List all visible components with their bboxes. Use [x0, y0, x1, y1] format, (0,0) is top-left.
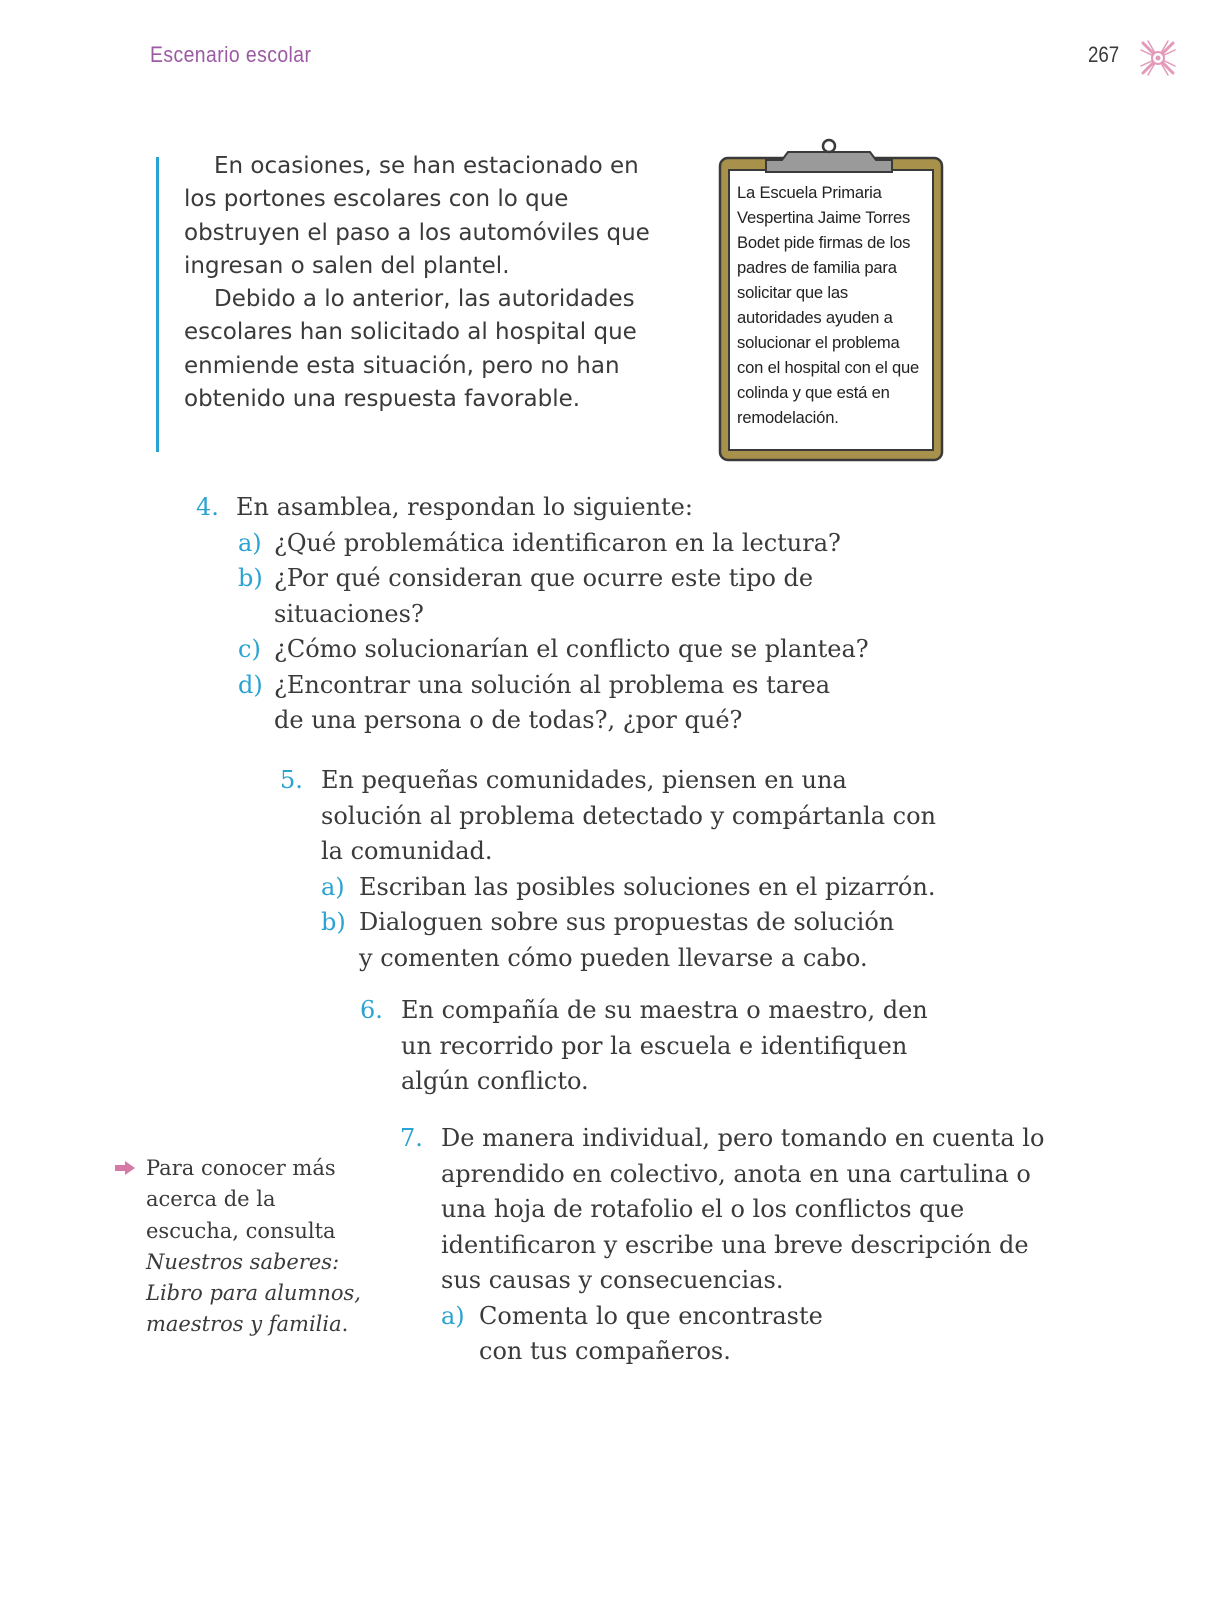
question-5-text: En pequeñas comunidades, piensen en una solución al problema detectado y compártanla con la comunidad. — [321, 766, 936, 865]
question-4 — [196, 490, 916, 739]
question-5-item-b: b) Dialoguen sobre sus propuestas de solución y comenten cómo pueden llevarse a cabo. — [321, 908, 895, 972]
question-6-text: En compañía de su maestra o maestro, den un recorrido por la escuela e identifiquen algún conflicto. — [401, 996, 928, 1095]
book-title: Nuestros saberes: Libro para alumnos, maestros y familia — [146, 1249, 361, 1337]
question-4-text: En asamblea, respondan lo siguiente: — [236, 493, 693, 521]
sidebar-text: Para conocer más acerca de la escucha, consulta — [146, 1156, 336, 1243]
question-5-item-a: a) Escriban las posibles soluciones en el pizarrón. — [321, 872, 936, 901]
section-title: Escenario escolar — [150, 42, 312, 67]
question-4-item-b: b) ¿Por qué consideran que ocurre este tipo de situaciones? — [238, 564, 814, 628]
question-4-number: 4. — [196, 493, 219, 521]
sidebar-reference-note — [146, 1153, 361, 1341]
question-6-number: 6. — [360, 996, 383, 1024]
clipboard-notice: La Escuela Primaria Vespertina Jaime Torres Bodet pide firmas de los padres de familia para solicitar que las autoridades ayuden a solucionar el problema con el hospital con el que colinda y que está en remodelación. — [737, 183, 920, 427]
reading-paragraph-2: Debido a lo anterior, las autoridades escolares han solicitado al hospital que enmiende esta situación, pero no han obtenido una respuesta favorable. — [184, 286, 637, 413]
reading-paragraph-1: En ocasiones, se han estacionado en los portones escolares con lo que obstruyen el paso a los automóviles que ingresan o salen del plantel. — [184, 153, 650, 279]
question-5 — [280, 763, 950, 976]
question-7 — [400, 1121, 1060, 1370]
question-4-item-a: a) ¿Qué problemática identificaron en la lectura? — [238, 528, 841, 557]
question-4-item-c: c) ¿Cómo solucionarían el conflicto que se plantea? — [238, 635, 869, 663]
sidebar-trailing: . — [341, 1312, 349, 1337]
arrow-right-icon — [114, 1160, 136, 1176]
question-5-number: 5. — [280, 766, 303, 794]
reading-passage — [184, 150, 654, 416]
question-7-text: De manera individual, pero tomando en cuenta lo aprendido en colectivo, anota en una cartulina o una hoja de rotafolio el o los conflictos que identificaron y escribe una breve descripción de sus causas y consecuencias. — [441, 1124, 1045, 1294]
reading-accent-bar — [156, 157, 159, 452]
question-7-number: 7. — [400, 1124, 423, 1152]
question-6 — [360, 993, 940, 1100]
page-number: 267 — [1088, 42, 1120, 67]
question-4-item-d: d) ¿Encontrar una solución al problema es tarea de una persona o de todas?, ¿por qué? — [238, 670, 831, 734]
star-flower-icon — [1138, 38, 1178, 78]
question-7-item-a: a) Comenta lo que encontraste con tus compañeros. — [441, 1301, 823, 1365]
